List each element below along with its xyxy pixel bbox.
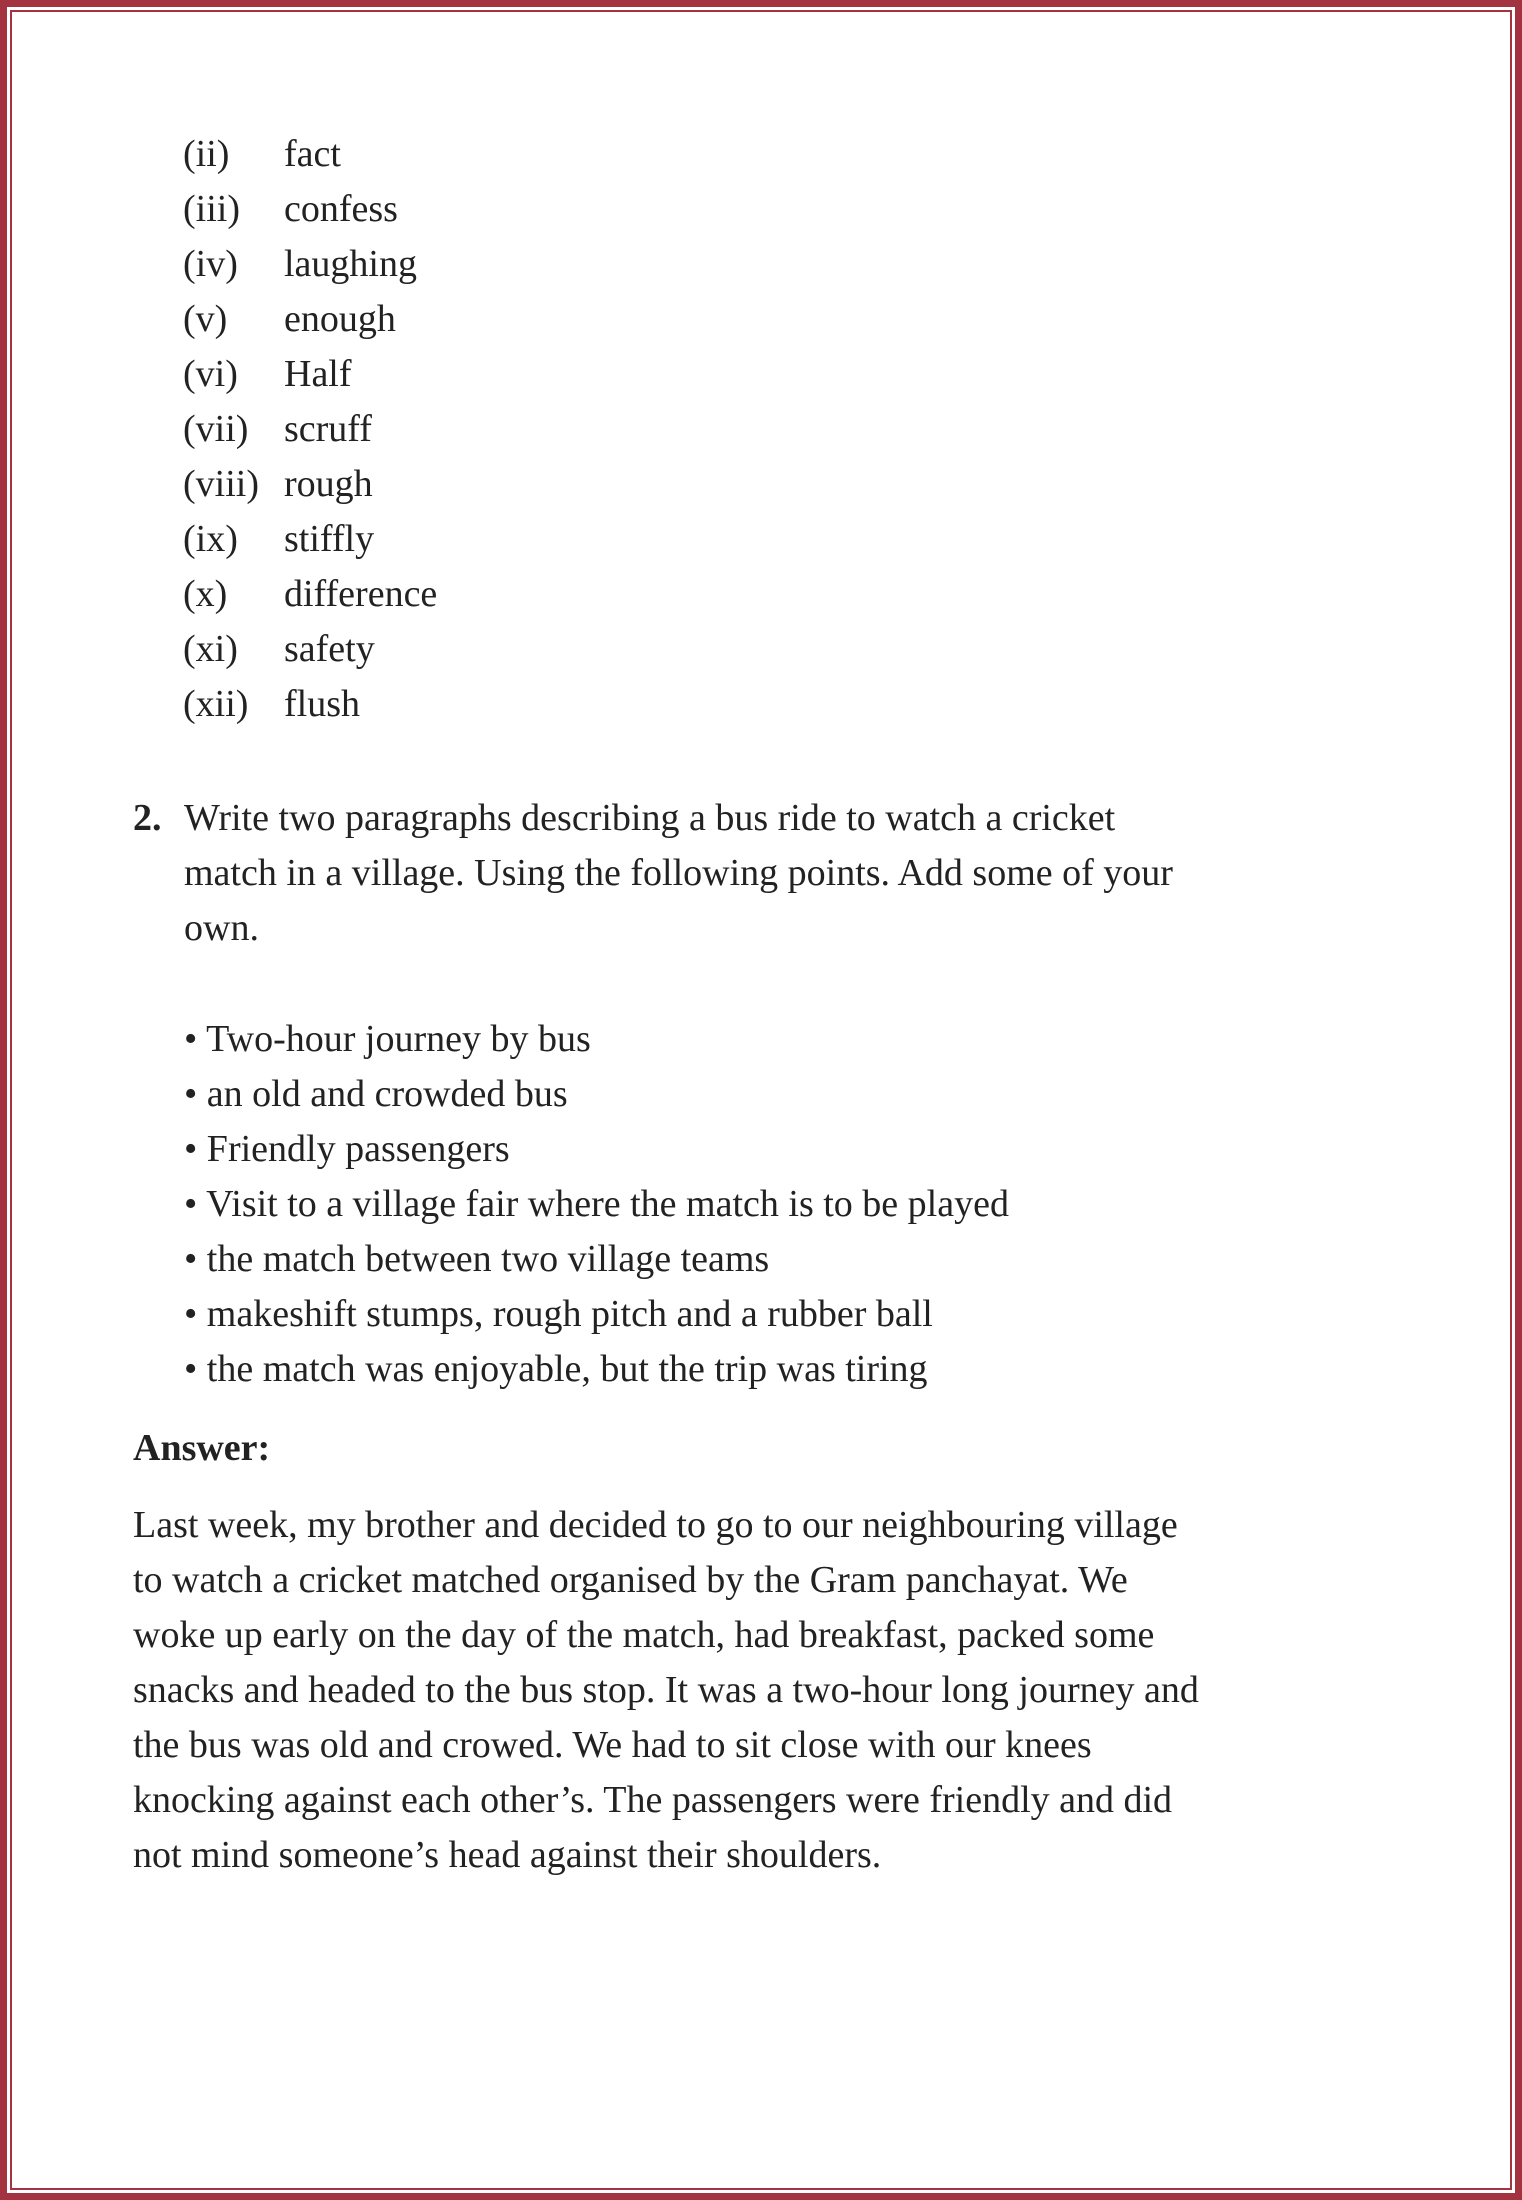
item-label: (ii) bbox=[183, 133, 230, 175]
answer-line: the bus was old and crowed. We had to sit close with our knees bbox=[133, 1724, 1092, 1766]
bullet-point: • Visit to a village fair where the match is to be played bbox=[184, 1183, 1009, 1225]
item-label: (ix) bbox=[183, 518, 238, 560]
answer-heading: Answer: bbox=[133, 1427, 271, 1469]
points-list bbox=[184, 1012, 1009, 1397]
bullet-point: • an old and crowded bus bbox=[184, 1073, 568, 1115]
bullet-point: • the match between two village teams bbox=[184, 1238, 770, 1280]
answer-line: not mind someone’s head against their shoulders. bbox=[133, 1834, 882, 1876]
item-word: enough bbox=[284, 298, 396, 340]
question-2 bbox=[133, 791, 1393, 956]
question-line: own. bbox=[184, 907, 259, 949]
answer-paragraph bbox=[133, 1498, 1199, 1883]
item-label: (xi) bbox=[183, 628, 238, 670]
bullet-point: • Friendly passengers bbox=[184, 1128, 510, 1170]
item-label: (viii) bbox=[183, 463, 259, 505]
item-word: rough bbox=[284, 463, 373, 505]
item-label: (iii) bbox=[183, 188, 240, 230]
question-line: match in a village. Using the following points. Add some of your bbox=[184, 852, 1173, 894]
question-line: Write two paragraphs describing a bus ride to watch a cricket bbox=[184, 797, 1116, 839]
item-word: Half bbox=[284, 353, 352, 395]
item-word: laughing bbox=[284, 243, 417, 285]
question-number: 2. bbox=[133, 797, 162, 839]
item-label: (x) bbox=[183, 573, 228, 615]
item-label: (v) bbox=[183, 298, 228, 340]
answer-line: to watch a cricket matched organised by the Gram panchayat. We bbox=[133, 1559, 1128, 1601]
item-word: difference bbox=[284, 573, 438, 615]
answer-line: woke up early on the day of the match, had breakfast, packed some bbox=[133, 1614, 1155, 1656]
item-word: scruff bbox=[284, 408, 372, 450]
item-word: stiffly bbox=[284, 518, 375, 560]
item-label: (xii) bbox=[183, 683, 249, 725]
item-word: flush bbox=[284, 683, 360, 725]
item-label: (vi) bbox=[183, 353, 238, 395]
bullet-point: • the match was enjoyable, but the trip was tiring bbox=[184, 1348, 928, 1390]
answer-line: Last week, my brother and decided to go to our neighbouring village bbox=[133, 1504, 1178, 1546]
answer-line: knocking against each other’s. The passengers were friendly and did bbox=[133, 1779, 1173, 1821]
item-word: fact bbox=[284, 133, 341, 175]
bullet-point: • makeshift stumps, rough pitch and a rubber ball bbox=[184, 1293, 933, 1335]
bullet-point: • Two-hour journey by bus bbox=[184, 1018, 591, 1060]
answer-line: snacks and headed to the bus stop. It was a two-hour long journey and bbox=[133, 1669, 1199, 1711]
item-label: (vii) bbox=[183, 408, 249, 450]
item-word: safety bbox=[284, 628, 375, 670]
item-label: (iv) bbox=[183, 243, 238, 285]
item-word: confess bbox=[284, 188, 398, 230]
